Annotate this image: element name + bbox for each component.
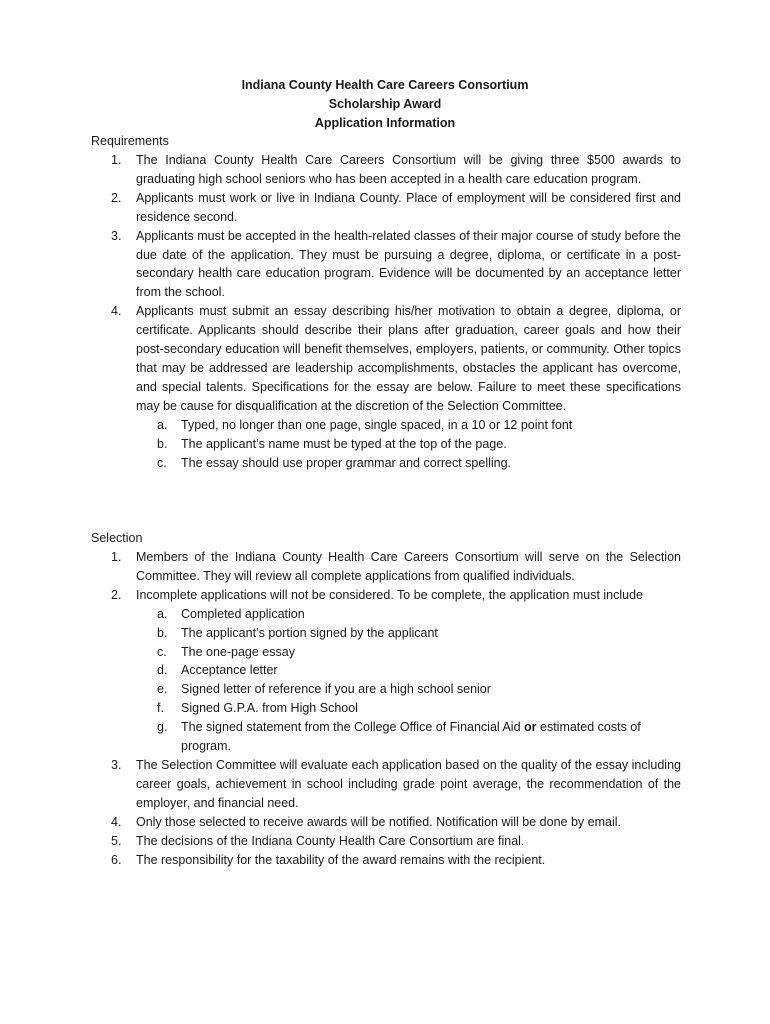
- item-text: The one-page essay: [181, 644, 295, 659]
- item-text: Typed, no longer than one page, single spaced, in a 10 or 12 point font: [181, 417, 573, 432]
- item-number: 3.: [111, 228, 122, 243]
- item-letter: d.: [157, 663, 168, 678]
- essay-spec-item: [91, 435, 681, 454]
- item-text: The essay should use proper grammar and correct spelling.: [181, 455, 512, 470]
- checklist-item: [91, 699, 681, 718]
- checklist-item: [91, 680, 681, 699]
- requirement-item: [91, 227, 681, 303]
- header-award: Scholarship Award: [328, 96, 442, 111]
- item-letter: g.: [157, 720, 168, 735]
- item-text: The decisions of the Indiana County Health Care Consortium are final.: [136, 833, 525, 848]
- item-text: Applicants must be accepted in the health-related classes of their major course of study before the due date of the application. They must be pursuing a degree, diploma, or certificate in a post-secondary health care education program. Evidence will be documented by an acceptance letter from the school.: [136, 228, 681, 300]
- item-number: 2.: [111, 587, 122, 602]
- requirements-heading: Requirements: [91, 134, 169, 148]
- item-letter: f.: [157, 701, 164, 716]
- item-text: Completed application: [181, 606, 305, 621]
- item-number: 2.: [111, 190, 122, 205]
- item-letter: b.: [157, 625, 168, 640]
- item-number: 4.: [111, 304, 122, 319]
- item-text: The Selection Committee will evaluate each application based on the quality of the essay including career goals, achievement in school including grade point average, the recommendation of the employer, and financial need.: [136, 757, 681, 810]
- item-letter: c.: [157, 644, 167, 659]
- item-number: 4.: [111, 814, 122, 829]
- item-number: 1.: [111, 153, 122, 167]
- selection-list: [91, 548, 681, 869]
- requirement-item: [91, 151, 681, 189]
- item-text-end: estimated costs of program.: [181, 720, 641, 754]
- document-header: [0, 76, 770, 133]
- item-letter: b.: [157, 436, 168, 451]
- item-text: Applicants must submit an essay describing his/her motivation to obtain a degree, diploma, or certificate. Applicants should describe their plans after graduation, career goals and how their post-secondary education will benefit themselves, employers, patients, or community. Other topics that may be addressed are leadership accomplishments, obstacles the applicant has overcome, and special talents. Specifications for the essay are below. Failure to meet these specifications may be cause for disqualification at the discretion of the Selection Committee.: [136, 304, 681, 413]
- item-letter: c.: [157, 455, 167, 470]
- checklist-item: [91, 643, 681, 662]
- selection-item: [91, 813, 681, 832]
- item-text: Signed G.P.A. from High School: [181, 701, 358, 716]
- checklist-item: [91, 718, 681, 756]
- item-text-emphasis: or: [524, 720, 537, 735]
- checklist-item: [91, 624, 681, 643]
- item-text: The applicant’s name must be typed at the top of the page.: [181, 436, 507, 451]
- item-number: 5.: [111, 833, 122, 848]
- selection-item: [91, 851, 681, 870]
- selection-item: [91, 586, 681, 605]
- requirements-list: [91, 151, 681, 472]
- item-letter: e.: [157, 682, 168, 697]
- item-text: The responsibility for the taxability of the award remains with the recipient.: [136, 852, 546, 867]
- essay-spec-item: [91, 454, 681, 473]
- selection-item: [91, 548, 681, 586]
- header-subtitle: Application Information: [314, 115, 456, 130]
- item-text: Only those selected to receive awards will be notified. Notification will be done by email.: [136, 814, 621, 829]
- checklist-item: [91, 661, 681, 680]
- item-text-start: The signed statement from the College Office of Financial Aid: [181, 720, 525, 735]
- item-text: Signed letter of reference if you are a high school senior: [181, 682, 491, 697]
- item-letter: a.: [157, 417, 168, 432]
- item-text: Incomplete applications will not be considered. To be complete, the application must include: [136, 587, 644, 602]
- item-number: 1.: [111, 550, 122, 564]
- item-number: 6.: [111, 852, 122, 867]
- requirement-item: [91, 302, 681, 415]
- item-number: 3.: [111, 757, 122, 772]
- requirement-item: [91, 189, 681, 227]
- header-organization: Indiana County Health Care Careers Consortium: [241, 78, 529, 92]
- item-text: The Indiana County Health Care Careers Consortium will be giving three $500 awards to graduating high school seniors who has been accepted in a health care education program.: [136, 153, 681, 186]
- selection-item: [91, 832, 681, 851]
- essay-spec-item: [91, 416, 681, 435]
- selection-heading: Selection: [91, 531, 143, 545]
- item-text: Applicants must work or live in Indiana County. Place of employment will be considered first and residence second.: [136, 190, 681, 224]
- item-text: Acceptance letter: [181, 663, 278, 678]
- item-text: Members of the Indiana County Health Care Careers Consortium will serve on the Selection Committee. They will review all complete applications from qualified individuals.: [136, 550, 681, 583]
- selection-item: [91, 756, 681, 813]
- item-text: The applicant’s portion signed by the applicant: [181, 625, 438, 640]
- item-letter: a.: [157, 606, 168, 621]
- checklist-item: [91, 605, 681, 624]
